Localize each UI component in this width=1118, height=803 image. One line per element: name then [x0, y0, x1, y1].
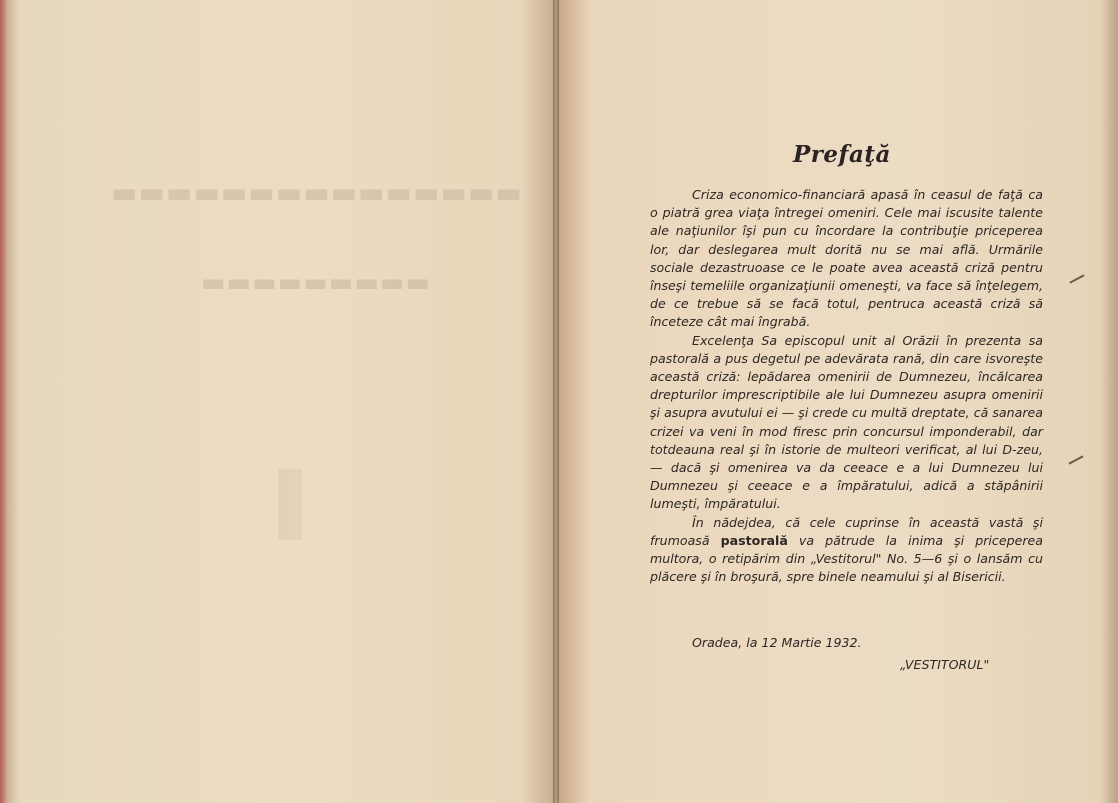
- show-through-line: ▬▬▬▬▬▬▬▬▬: [200, 268, 431, 298]
- bold-word: pastorală: [720, 532, 788, 548]
- paragraph-text: Criza economico-financiară apasă în ceasul de faţă ca o piatră grea viaţa întregei omeniri. Cele mai iscusite talente ale naţiunilor îşi pun cu încordare la contribuţie priceperea lor, dar deslegarea mult dorită nu se mai află. Urmările sociale dezastruoase ce le poate avea această criză pentru înseşi temeliile organizaţiunii omeneşti, va face să înţelegem, de ce trebue să se facă totul, pentruca această criză să înceteze cât mai îngrabă.: [650, 187, 1043, 330]
- show-through-line: ▬▬▬▬▬▬▬▬▬▬▬▬▬▬▬: [110, 176, 522, 209]
- paragraph-text: În nădejdea, că cele cuprinse în această vastă şi frumoasă: [650, 514, 1043, 548]
- margin-mark: [1068, 455, 1083, 464]
- preface-body: [650, 186, 1043, 586]
- paragraph-text: va pătrude la inima şi priceperea multora, o retipărim din „Vestitorul" No. 5—6 şi o lansăm cu plăcere şi în broşură, spre binele neamului şi al Bisericii.: [650, 532, 1043, 585]
- right-page: [559, 0, 1118, 803]
- preface-paragraph: [650, 332, 1043, 514]
- place-date: Oradea, la 12 Martie 1932.: [692, 635, 862, 650]
- signature: „VESTITORUL": [900, 657, 990, 672]
- left-page: [0, 0, 555, 803]
- margin-mark: [1069, 274, 1084, 283]
- preface-title: Prefaţă: [793, 141, 891, 168]
- preface-paragraph: [650, 186, 1043, 332]
- paragraph-text: Excelenţa Sa episcopul unit al Orăzii în prezenta sa pastorală a pus degetul pe adevărata rană, din care isvoreşte această criză: lepădarea omenirii de Dumnezeu, încălcarea drepturilor imprescriptibile ale lui Dumnezeu asupra omenirii şi asupra avutului ei — şi crede cu multă dreptate, că sanarea crizei va veni în mod firesc prin concursul imponderabil, dar totdeauna real şi în istorie de multeori verificat, al lui D-zeu, — dacă şi omenirea va da ceeace e a lui Dumnezeu lui Dumnezeu şi ceeace e a împăratului, adică a stăpânirii lumeşti, împăratului.: [650, 332, 1043, 512]
- preface-paragraph: [650, 514, 1043, 587]
- show-through-mark: ▌: [255, 470, 302, 540]
- left-cover-edge: [0, 0, 8, 803]
